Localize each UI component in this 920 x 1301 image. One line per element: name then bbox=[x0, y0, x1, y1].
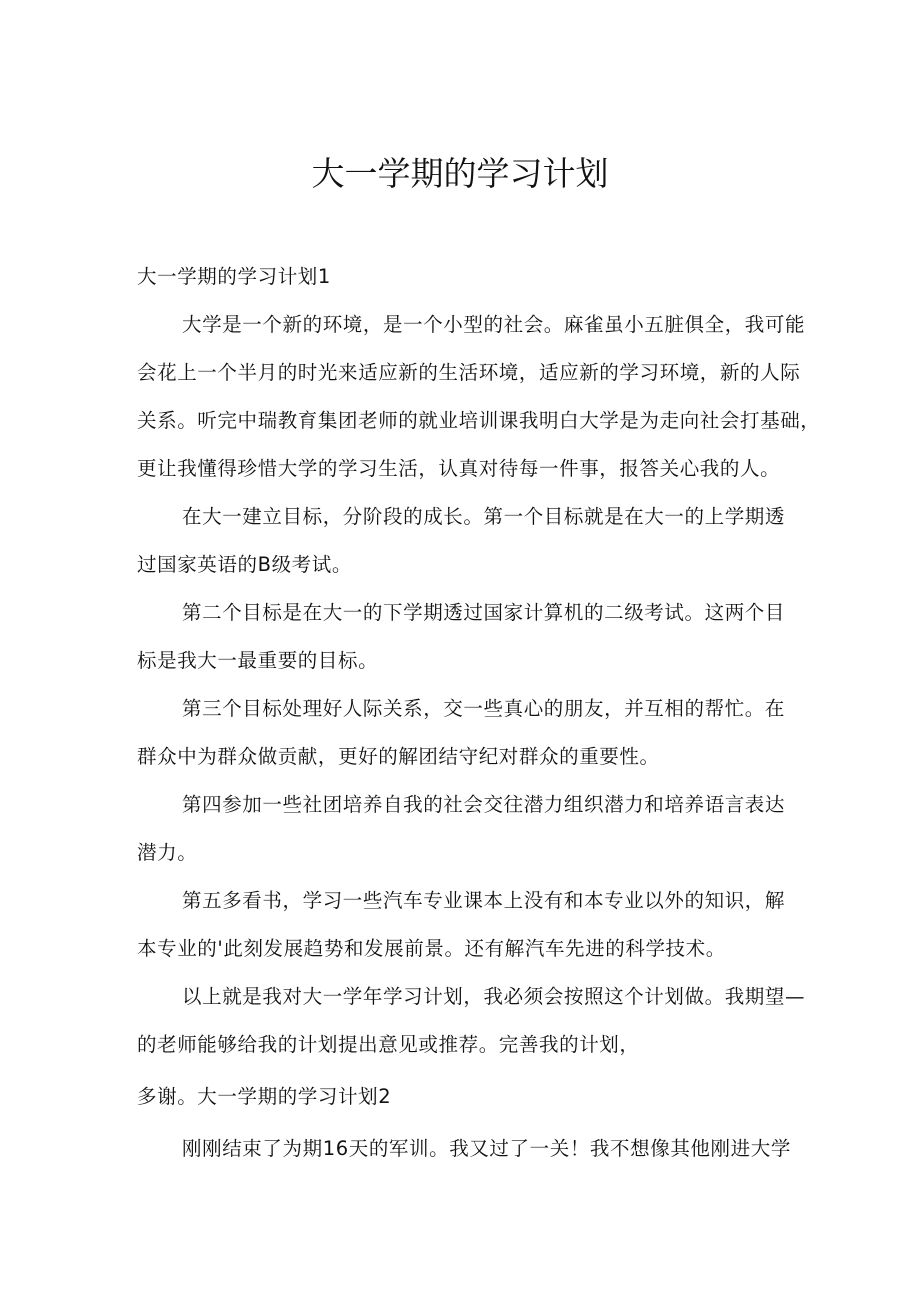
paragraph-line: 标是我大一最重要的目标。 bbox=[137, 649, 379, 672]
paragraph-line: 第四参加一些社团培养自我的社会交往潜力组织潜力和培养语言表达 bbox=[182, 793, 786, 816]
paragraph-line: 更让我懂得珍惜大学的学习生活，认真对待每一件事，报答关心我的人。 bbox=[137, 457, 781, 480]
paragraph-line: 第二个目标是在大一的下学期透过国家计算机的二级考试。这两个目 bbox=[182, 601, 786, 624]
section-heading: 大一学期的学习计划1 bbox=[137, 265, 331, 288]
paragraph-line: 第五多看书，学习一些汽车专业课本上没有和本专业以外的知识，解 bbox=[182, 889, 786, 912]
paragraph-line: 第三个目标处理好人际关系，交一些真心的朋友，并互相的帮忙。在 bbox=[182, 697, 786, 720]
paragraph-line: 过国家英语的B级考试。 bbox=[137, 553, 352, 576]
paragraph-line: 会花上一个半月的时光来适应新的生活环境，适应新的学习环境，新的人际 bbox=[137, 361, 801, 384]
paragraph-line: 本专业的'此刻发展趋势和发展前景。还有解汽车先进的科学技术。 bbox=[137, 937, 726, 960]
paragraph-line: 大学是一个新的环境，是一个小型的社会。麻雀虽小五脏俱全，我可能 bbox=[182, 313, 806, 336]
document-title: 大一学期的学习计划 bbox=[311, 154, 609, 193]
paragraph-line: 刚刚结束了为期16天的军训。我又过了一关！我不想像其他刚进大学 bbox=[182, 1137, 791, 1160]
paragraph-line: 关系。听完中瑞教育集团老师的就业培训课我明白大学是为走向社会打基础， bbox=[137, 409, 821, 432]
paragraph-line: 多谢。大一学期的学习计划2 bbox=[137, 1085, 392, 1108]
paragraph-line: 在大一建立目标，分阶段的成长。第一个目标就是在大一的上学期透 bbox=[182, 505, 786, 528]
paragraph-line: 群众中为群众做贡献，更好的解团结守纪对群众的重要性。 bbox=[137, 745, 660, 768]
paragraph-line: 以上就是我对大一学年学习计划，我必须会按照这个计划做。我期望— bbox=[182, 985, 806, 1008]
paragraph-line: 的老师能够给我的计划提出意见或推荐。完善我的计划， bbox=[137, 1033, 640, 1056]
paragraph-line: 潜力。 bbox=[137, 841, 198, 864]
